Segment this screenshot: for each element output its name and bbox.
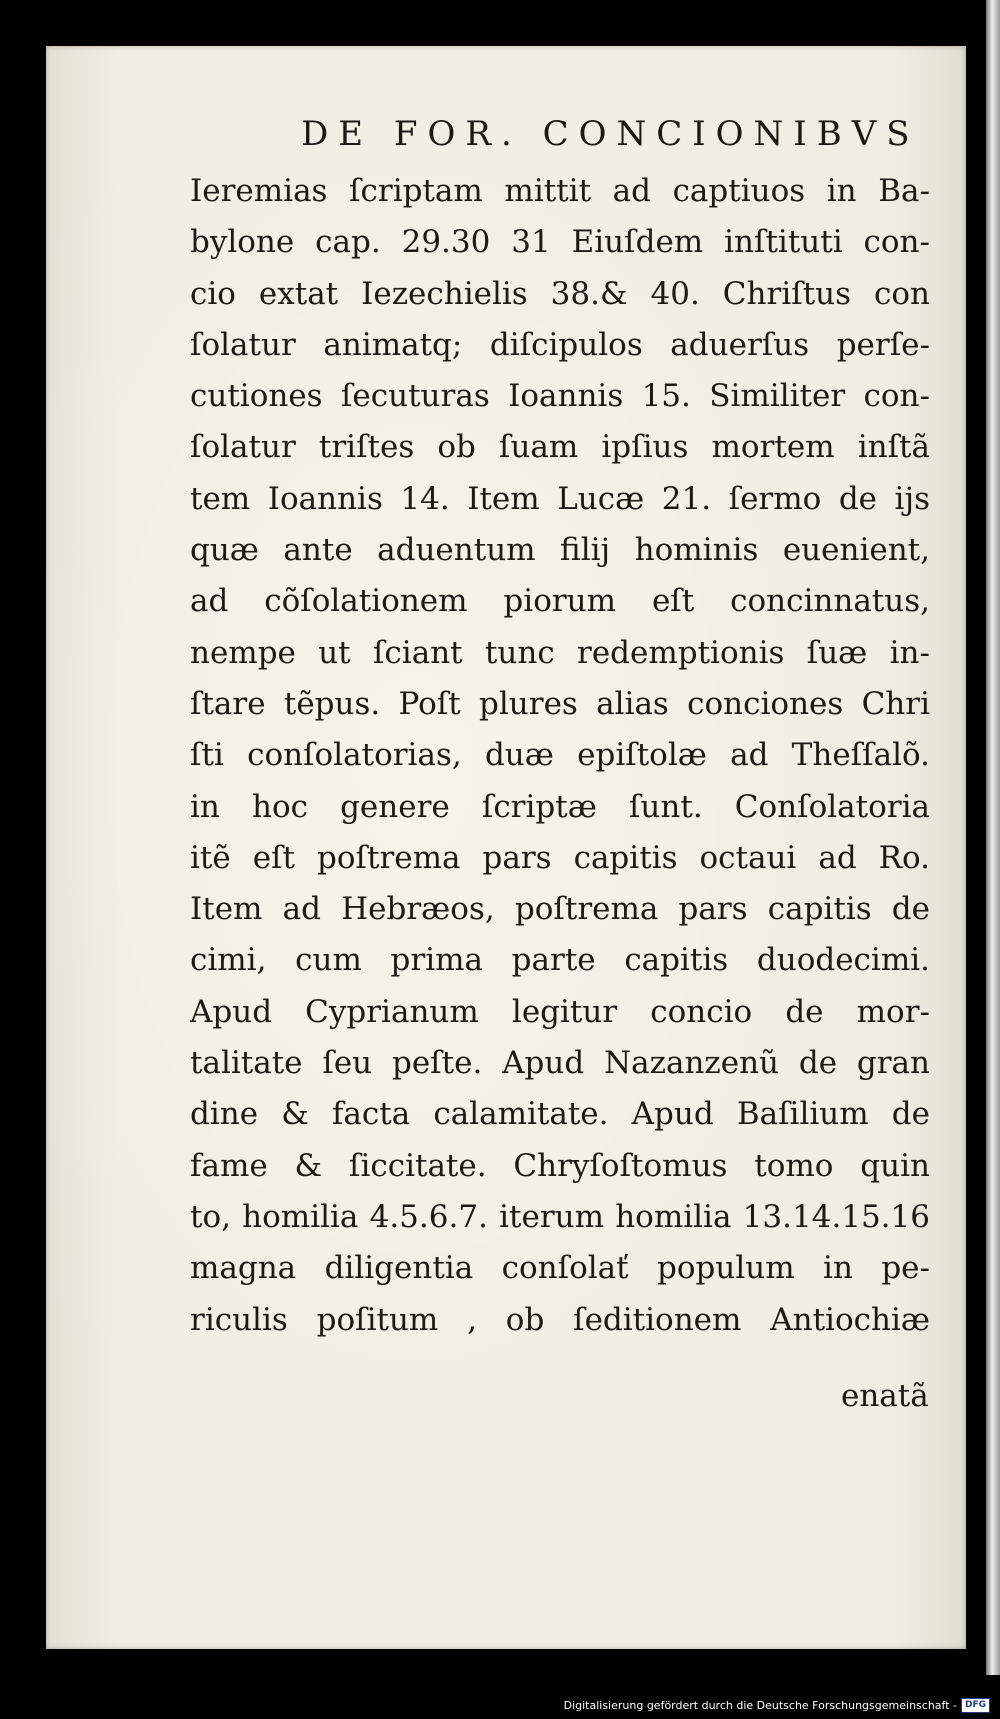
text-line: Apud Cyprianum legitur concio de mor- — [190, 993, 930, 1030]
text-line: tem Ioannis 14. Item Lucæ 21. ſermo de ijs — [190, 480, 930, 517]
text-line: quæ ante aduentum filij hominis euenient, — [190, 532, 930, 569]
digitization-credit — [564, 1698, 990, 1713]
text-line: Ieremias ſcriptam mittit ad captiuos in Ba- — [190, 173, 930, 209]
text-line: ſti conſolatorias, duæ epiſtolæ ad Theſſalõ. — [190, 737, 930, 774]
text-line: ſtare tẽpus. Poſt plures alias conciones Chri — [190, 685, 930, 722]
text-line: riculis poſitum , ob ſeditionem Antiochiæ — [190, 1301, 930, 1338]
text-line: bylone cap. 29.30 31 Eiuſdem inſtituti con- — [190, 224, 930, 261]
dfg-logo: DFG — [961, 1698, 990, 1713]
text-line: magna diligentia conſolať populum in pe- — [190, 1250, 930, 1287]
catchword: enatã — [841, 1378, 929, 1414]
credit-text: Digitalisierung gefördert durch die Deutsche Forschungsgemeinschaft - — [563, 1699, 957, 1712]
text-line: ſolatur animatq; diſcipulos aduerſus perſe- — [190, 326, 930, 363]
text-line: in hoc genere ſcriptæ ſunt. Conſolatoria — [190, 788, 930, 825]
text-line: to, homilia 4.5.6.7. iterum homilia 13.14.15.16 — [190, 1198, 930, 1235]
text-line: cimi, cum prima parte capitis duodecimi. — [190, 942, 930, 979]
text-line: ſolatur triſtes ob ſuam ipſius mortem inſtã — [190, 429, 930, 466]
book-page — [46, 46, 966, 1649]
text-line: cio extat Iezechielis 38.& 40. Chriſtus con — [190, 275, 930, 312]
text-line: dine & facta calamitate. Apud Baſilium de — [190, 1096, 930, 1133]
text-line: talitate ſeu peſte. Apud Nazanzenũ de gran — [190, 1045, 930, 1082]
text-line: itẽ eſt poſtrema pars capitis octaui ad Ro. — [190, 839, 930, 876]
text-line: ad cõſolationem piorum eſt concinnatus, — [190, 583, 930, 620]
text-line: nempe ut ſciant tunc redemptionis ſuæ in- — [190, 634, 930, 671]
text-line: cutiones ſecuturas Ioannis 15. Similiter con- — [190, 378, 930, 415]
text-line: Item ad Hebræos, poſtrema pars capitis de — [190, 891, 930, 928]
text-line: fame & ſiccitate. Chryſoſtomus tomo quin — [190, 1147, 930, 1184]
body-text — [190, 166, 930, 1346]
running-head: DE FOR. CONCIONIBVS — [301, 114, 920, 154]
adjacent-page-edge — [986, 0, 1000, 1675]
